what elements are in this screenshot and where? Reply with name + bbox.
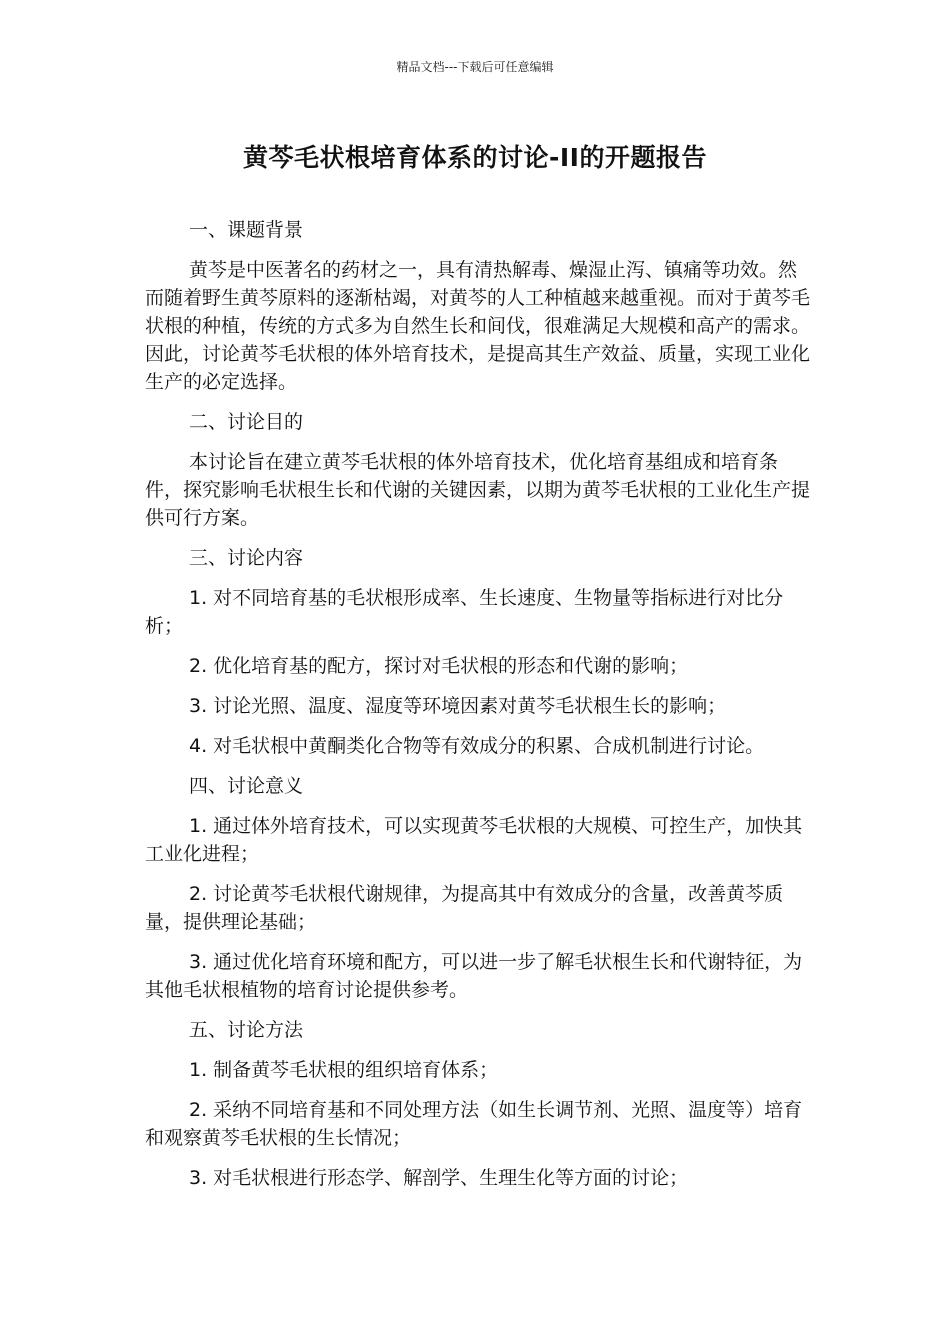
list-item: 2. 讨论黄芩毛状根代谢规律，为提高其中有效成分的含量，改善黄芩质量，提供理论基础； (145, 883, 784, 933)
list-item: 1. 制备黄芩毛状根的组织培育体系； (189, 1059, 499, 1081)
document-body (145, 216, 810, 1204)
list-item: 1. 对不同培育基的毛状根形成率、生长速度、生物量等指标进行对比分析； (145, 587, 784, 637)
list-item: 3. 通过优化培育环境和配方，可以进一步了解毛状根生长和代谢特征，为其他毛状根植物的培育讨论提供参考。 (145, 951, 803, 1001)
list-item: 1. 通过体外培育技术，可以实现黄芩毛状根的大规模、可控生产，加快其工业化进程； (145, 815, 803, 865)
list-item: 2. 优化培育基的配方，探讨对毛状根的形态和代谢的影响； (189, 655, 689, 677)
document-title: 黄芩毛状根培育体系的讨论-II的开题报告 (243, 143, 707, 172)
header-note: 精品文档---下载后可任意编辑 (396, 60, 554, 74)
section-heading-background: 一、课题背景 (189, 219, 304, 241)
paragraph-background: 黄芩是中医著名的药材之一，具有清热解毒、燥湿止泻、镇痛等功效。然而随着野生黄芩原料的逐渐枯竭，对黄芩的人工种植越来越重视。而对于黄芩毛状根的种植，传统的方式多为自然生长和间伐，很难满足大规模和高产的需求。因此，讨论黄芩毛状根的体外培育技术，是提高其生产效益、质量，实现工业化生产的必定选择。 (145, 259, 811, 393)
section-heading-purpose: 二、讨论目的 (189, 411, 304, 433)
list-item: 2. 采纳不同培育基和不同处理方法（如生长调节剂、光照、温度等）培育和观察黄芩毛状根的生长情况； (145, 1099, 803, 1149)
list-item: 3. 对毛状根进行形态学、解剖学、生理生化等方面的讨论； (189, 1167, 689, 1189)
paragraph-purpose: 本讨论旨在建立黄芩毛状根的体外培育技术，优化培育基组成和培育条件，探究影响毛状根生长和代谢的关键因素，以期为黄芩毛状根的工业化生产提供可行方案。 (145, 451, 811, 529)
section-heading-methods: 五、讨论方法 (189, 1019, 304, 1041)
section-heading-content: 三、讨论内容 (189, 547, 304, 569)
list-item: 3. 讨论光照、温度、湿度等环境因素对黄芩毛状根生长的影响； (189, 695, 727, 717)
section-heading-significance: 四、讨论意义 (189, 775, 304, 797)
list-item: 4. 对毛状根中黄酮类化合物等有效成分的积累、合成机制进行讨论。 (189, 735, 765, 757)
